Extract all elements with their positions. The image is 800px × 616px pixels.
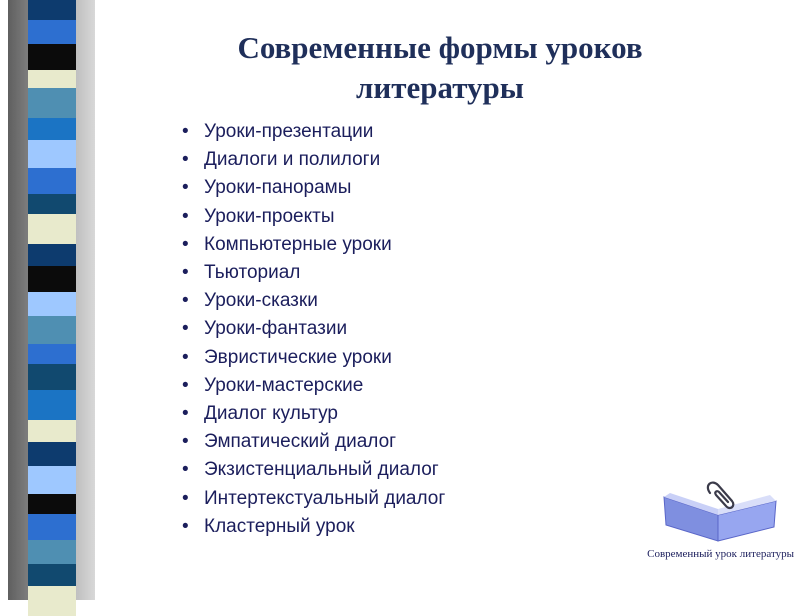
list-item	[182, 118, 445, 146]
list-item	[182, 400, 445, 428]
bullet-icon: •	[182, 459, 189, 481]
side-bar-stripe	[28, 214, 76, 244]
list-item	[182, 372, 445, 400]
bullet-icon: •	[182, 431, 189, 453]
bullet-icon: •	[182, 262, 189, 284]
bullet-icon: •	[182, 177, 189, 199]
list-item	[182, 485, 445, 513]
side-bar-stripe	[28, 364, 76, 390]
side-bar-stripe	[28, 540, 76, 564]
side-bar-stripe	[28, 0, 76, 20]
side-bar-stripe	[28, 420, 76, 442]
bullet-icon: •	[182, 233, 189, 255]
bullet-icon: •	[182, 318, 189, 340]
list-item	[182, 231, 445, 259]
side-bar-stripes	[28, 0, 76, 600]
list-item-label: Уроки-фантазии	[204, 318, 348, 340]
bullet-icon: •	[182, 403, 189, 425]
list-item	[182, 146, 445, 174]
side-bar-stripe	[28, 466, 76, 494]
list-item	[182, 513, 445, 541]
list-item-label: Уроки-панорамы	[204, 177, 352, 199]
list-item	[182, 287, 445, 315]
side-bar-stripe	[28, 344, 76, 364]
side-bar-stripe	[28, 514, 76, 540]
bullet-icon: •	[182, 487, 189, 509]
list-item-label: Экзистенциальный диалог	[204, 459, 439, 481]
side-bar-stripe	[28, 316, 76, 344]
list-item-label: Эвристические уроки	[204, 346, 392, 368]
side-bar-stripe	[28, 266, 76, 292]
side-bar-stripe	[28, 70, 76, 88]
bullet-icon: •	[182, 515, 189, 537]
list-item	[182, 456, 445, 484]
list-item	[182, 174, 445, 202]
list-item-label: Компьютерные уроки	[204, 233, 392, 255]
side-bar-stripe	[28, 88, 76, 118]
side-bar-stripe	[28, 168, 76, 194]
side-bar-stripe	[28, 244, 76, 266]
list-item-label: Диалоги и полилоги	[204, 149, 381, 171]
list-item	[182, 259, 445, 287]
list-item	[182, 344, 445, 372]
list-item	[182, 203, 445, 231]
bullet-icon: •	[182, 149, 189, 171]
list-item-label: Эмпатический диалог	[204, 431, 397, 453]
page-title-line-2: литературы	[356, 70, 524, 105]
open-book-icon	[660, 475, 780, 545]
side-bar-stripe	[28, 194, 76, 214]
list-item-label: Интертекстуальный диалог	[204, 487, 446, 509]
bullet-icon: •	[182, 374, 189, 396]
bullet-icon: •	[182, 121, 189, 142]
side-bar-stripe	[28, 292, 76, 316]
page-title-line-1: Современные формы уроков	[237, 30, 643, 65]
side-bar-stripe	[28, 586, 76, 616]
list-item-label: Уроки-проекты	[204, 205, 335, 227]
list-item-label: Уроки-сказки	[204, 290, 318, 312]
lesson-forms-list	[182, 118, 445, 541]
side-bar-stripe	[28, 442, 76, 466]
side-bar-stripe	[28, 118, 76, 140]
side-bar-stripe	[28, 140, 76, 168]
bullet-icon: •	[182, 290, 189, 312]
paperclip-icon	[708, 483, 733, 509]
decorative-side-bar	[0, 0, 100, 600]
list-item-label: Кластерный урок	[204, 515, 355, 537]
side-bar-stripe	[28, 564, 76, 586]
bullet-icon: •	[182, 346, 189, 368]
side-bar-stripe	[28, 494, 76, 514]
side-bar-stripe	[28, 44, 76, 70]
list-item-label: Уроки-мастерские	[204, 374, 364, 396]
list-item-label: Тьюториал	[204, 262, 301, 284]
side-bar-stripe	[28, 390, 76, 420]
side-bar-stripe	[28, 20, 76, 44]
list-item-label: Уроки-презентации	[204, 121, 374, 142]
bullet-icon: •	[182, 205, 189, 227]
list-item-label: Диалог культур	[204, 403, 339, 425]
page-title	[160, 28, 720, 108]
list-item	[182, 315, 445, 343]
list-item	[182, 428, 445, 456]
footer-caption: Современный урок литературы	[647, 548, 794, 560]
